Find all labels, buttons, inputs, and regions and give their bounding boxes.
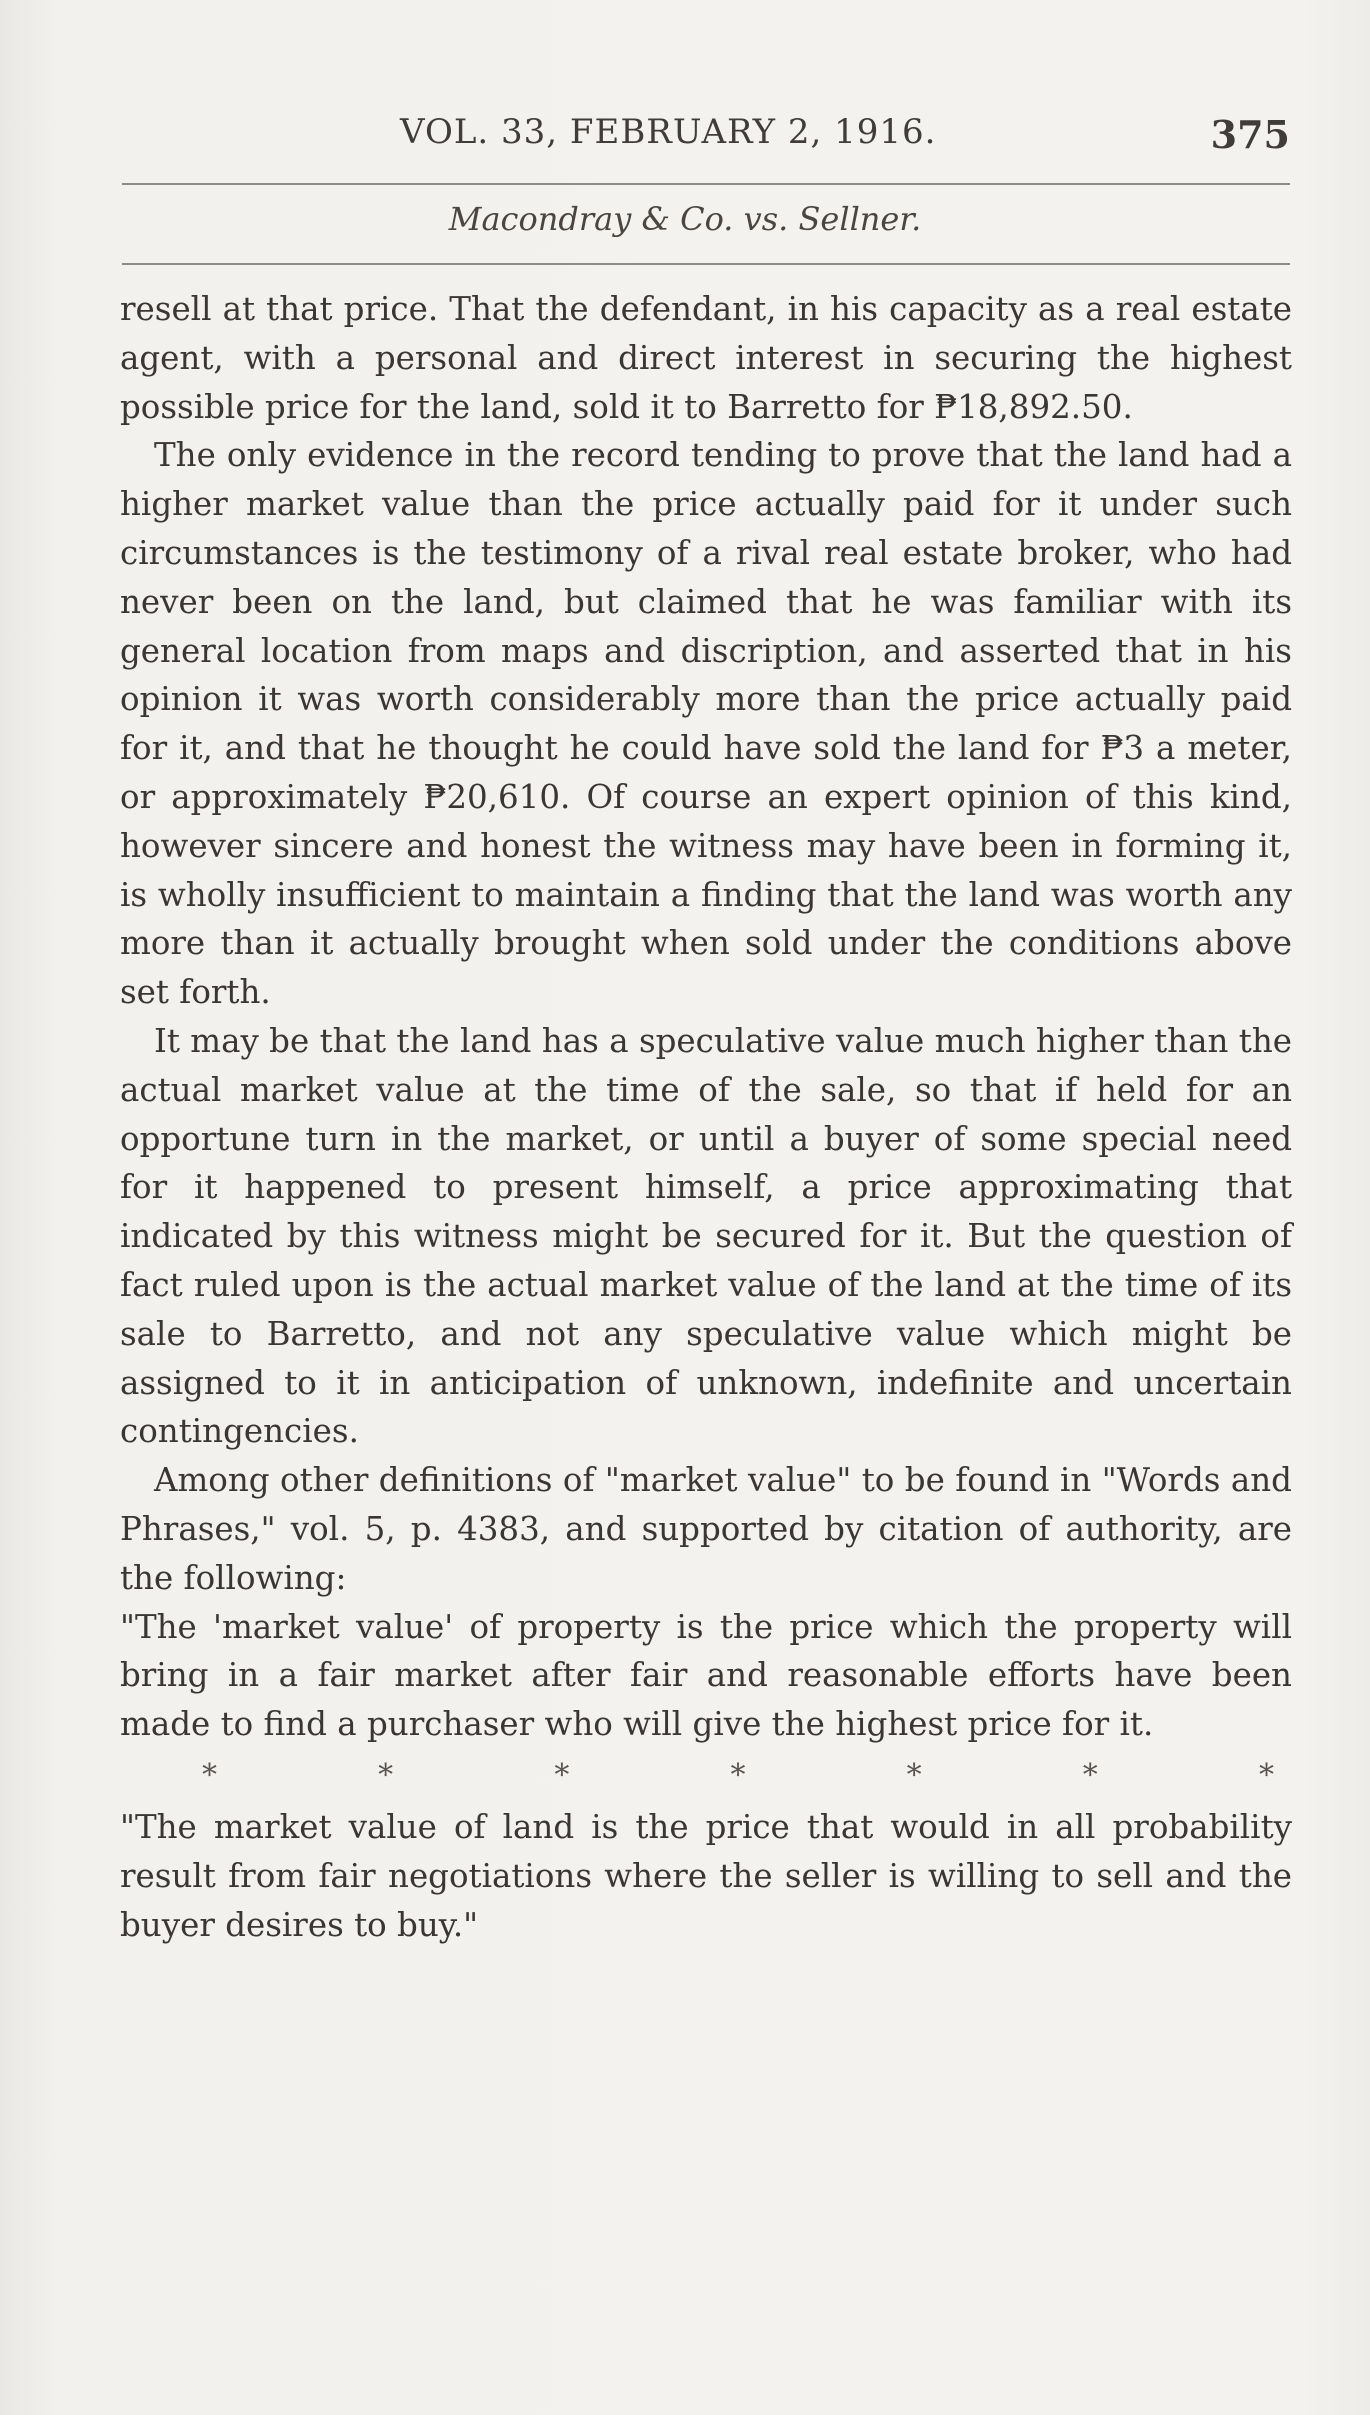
ellipsis-star: *: [1082, 1757, 1098, 1793]
body-text: [120, 285, 1292, 1949]
quoted-paragraph: "The market value of land is the price that would in all probability result from fair negotiations where the seller is willing to sell and the buyer desires to buy.": [120, 1807, 1292, 1944]
paragraph: resell at that price. That the defendant, in his capacity as a real estate agent, with a personal and direct interest in securing the highest possible price for the land, sold it to Barretto for ₱18,892.50.: [120, 290, 1292, 426]
running-head: VOL. 33, FEBRUARY 2, 1916.: [400, 112, 937, 152]
ellipsis-star: *: [202, 1757, 217, 1793]
ellipsis-star: *: [906, 1757, 922, 1793]
ellipsis-stars: [120, 1749, 1292, 1803]
ellipsis-star: *: [730, 1757, 746, 1793]
quoted-paragraph: "The 'market value' of property is the price which the property will bring in a fair market after fair and reasonable efforts have been made to find a purchaser who will give the highest price for it.: [120, 1607, 1292, 1744]
paragraph: Among other definitions of "market value" to be found in "Words and Phrases," vol. 5, p. 4383, and supported by citation of authority, are the following:: [120, 1461, 1292, 1597]
ellipsis-star: *: [1258, 1757, 1274, 1793]
page-header: [120, 112, 1290, 172]
header-rule-top: [122, 183, 1290, 185]
page-number: 375: [1210, 112, 1290, 157]
paragraph: The only evidence in the record tending to prove that the land had a higher market value than the price actually paid for it under such circumstances is the testimony of a rival real estate broker, who had never been on the land, but claimed that he was familiar with its general location from maps and discription, and asserted that in his opinion it was worth considerably more than the price actually paid for it, and that he thought he could have sold the land for ₱3 a meter, or approximately ₱20,610. Of course an expert opinion of this kind, however sincere and honest the witness may have been in forming it, is wholly insufficient to maintain a finding that the land was worth any more than it actually brought when sold under the conditions above set forth.: [120, 436, 1292, 1012]
header-rule-bottom: [122, 263, 1290, 265]
case-title: Macondray & Co. vs. Sellner.: [448, 200, 922, 238]
ellipsis-star: *: [378, 1757, 394, 1793]
paragraph: It may be that the land has a speculative value much higher than the actual market value at the time of the sale, so that if held for an opportune turn in the market, or until a buyer of some special need for it happened to present himself, a price approximating that indicated by this witness might be secured for it. But the question of fact ruled upon is the actual market value of the land at the time of its sale to Barretto, and not any speculative value which might be assigned to it in anticipation of unknown, indefinite and uncertain contingencies.: [120, 1021, 1292, 1451]
ellipsis-star: *: [554, 1757, 570, 1793]
